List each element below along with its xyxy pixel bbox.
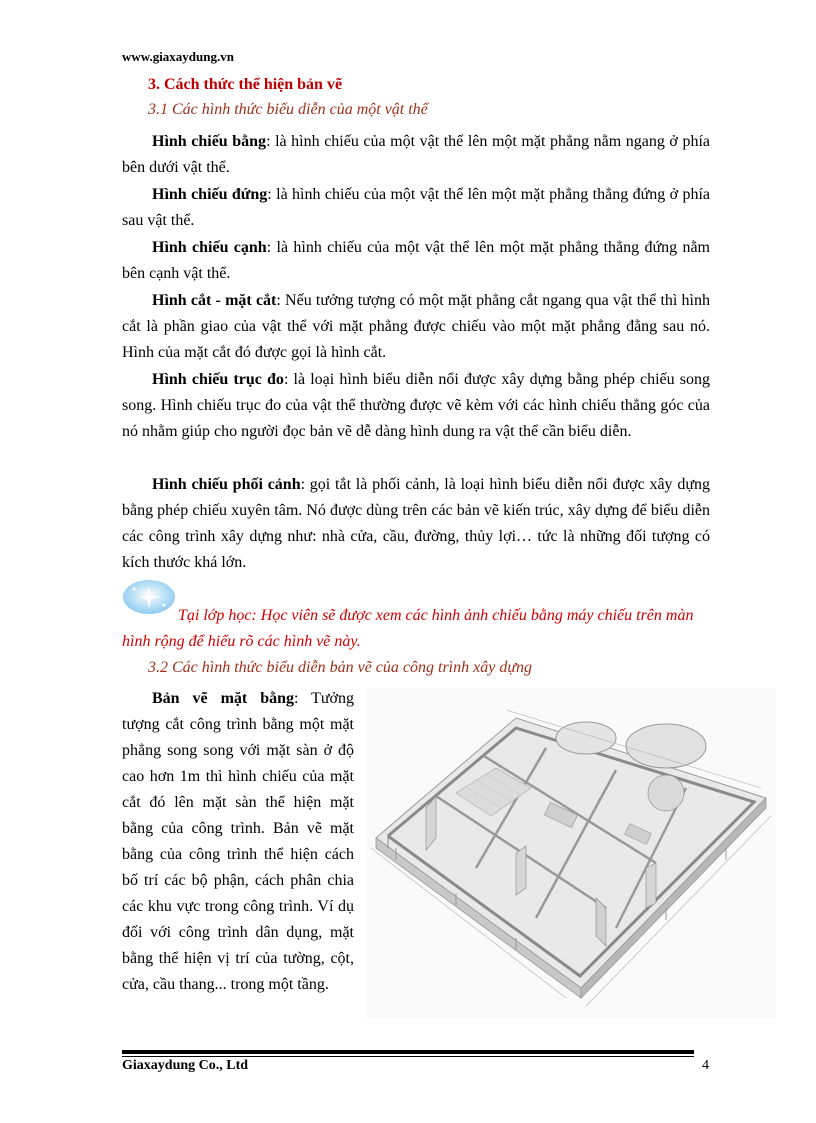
paragraph-side-view [122, 235, 710, 287]
paragraph-axonometric [122, 367, 710, 445]
definition: : gọi tắt là phối cảnh, là loại hình biểu diễn nổi được xây dựng bằng phép chiếu xuyên tâm. Nó được dùng trên các bản vẽ kiến trúc, xây dựng để biểu diễn các công trình xây dựng như: nhà cửa, cầu, đường, thủy lợi… tức là những đối tượng có kích thước khá lớn. [122, 476, 710, 571]
paragraph-section-view [122, 288, 710, 366]
term: Bản vẽ mặt bằng [152, 690, 294, 707]
section-title: 3. Cách thức thể hiện bản vẽ [148, 76, 343, 93]
footer-rule [122, 1050, 694, 1054]
definition: : là hình chiếu của một vật thể lên một mặt phẳng thẳng đứng ở phía sau vật thể. [122, 186, 711, 229]
floor-plan-3d-illustration [366, 688, 776, 1018]
definition: : là hình chiếu của một vật thể lên một mặt phẳng thẳng đứng nằm bên cạnh vật thể. [122, 239, 711, 282]
term: Hình chiếu cạnh [152, 239, 267, 256]
note-text: Tại lớp học: Học viên sẽ được xem các hình ảnh chiếu bằng máy chiếu trên màn hình rộng để hiểu rõ các hình vẽ này. [122, 607, 694, 650]
footer-rule-thin [122, 1056, 694, 1057]
paragraph-plan-view [122, 129, 710, 181]
paragraph-front-view [122, 182, 710, 234]
subsection-title-2: 3.2 Các hình thức biểu diễn bản vẽ của công trình xây dựng [148, 659, 533, 676]
page-number: 4 [702, 1058, 709, 1073]
footer-company: Giaxaydung Co., Ltd [122, 1058, 249, 1073]
paragraph-floor-plan [122, 686, 354, 998]
definition: : là hình chiếu của một vật thể lên một mặt phẳng nằm ngang ở phía bên dưới vật thể. [122, 133, 710, 176]
classroom-note [122, 602, 722, 655]
subsection-title-1: 3.1 Các hình thức biểu diễn của một vật thể [148, 101, 428, 118]
definition: : Nếu tưởng tượng có một mặt phẳng cắt ngang qua vật thể thì hình cắt là phần giao của vật thể với mặt phẳng được chiếu vào một mặt phẳng đằng sau nó. Hình của mặt cắt đó được gọi là hình cắt. [122, 292, 711, 361]
site-url: www.giaxaydung.vn [122, 49, 234, 64]
definition: : là loại hình biểu diễn nổi được xây dựng bằng phép chiếu song song. Hình chiếu trục đo của vật thể thường được vẽ kèm với các hình chiếu thẳng góc của nó nhằm giúp cho người đọc bản vẽ dễ dàng hình dung ra vật thể cần biểu diễn. [122, 371, 710, 440]
term: Hình chiếu trục đo [152, 371, 284, 388]
paragraph-perspective [122, 472, 710, 576]
definition: : Tưởng tượng cắt công trình bằng một mặt phẳng song song với mặt sàn ở độ cao hơn 1m thì hình chiếu của mặt cắt đó lên mặt sàn thể hiện mặt bằng của công trình. Bản vẽ mặt bằng của công trình thể hiện cách bố trí các bộ phận, cách phân chia các khu vực trong công trình. Ví dụ đối với công trình dân dụng, mặt bằng thể hiện vị trí của tường, cột, cửa, cầu thang... trong một tầng. [122, 690, 354, 993]
term: Hình chiếu bằng [152, 133, 267, 150]
term: Hình chiếu đứng [152, 186, 268, 203]
term: Hình chiếu phối cảnh [152, 476, 301, 493]
term: Hình cắt - mặt cắt [152, 292, 277, 309]
